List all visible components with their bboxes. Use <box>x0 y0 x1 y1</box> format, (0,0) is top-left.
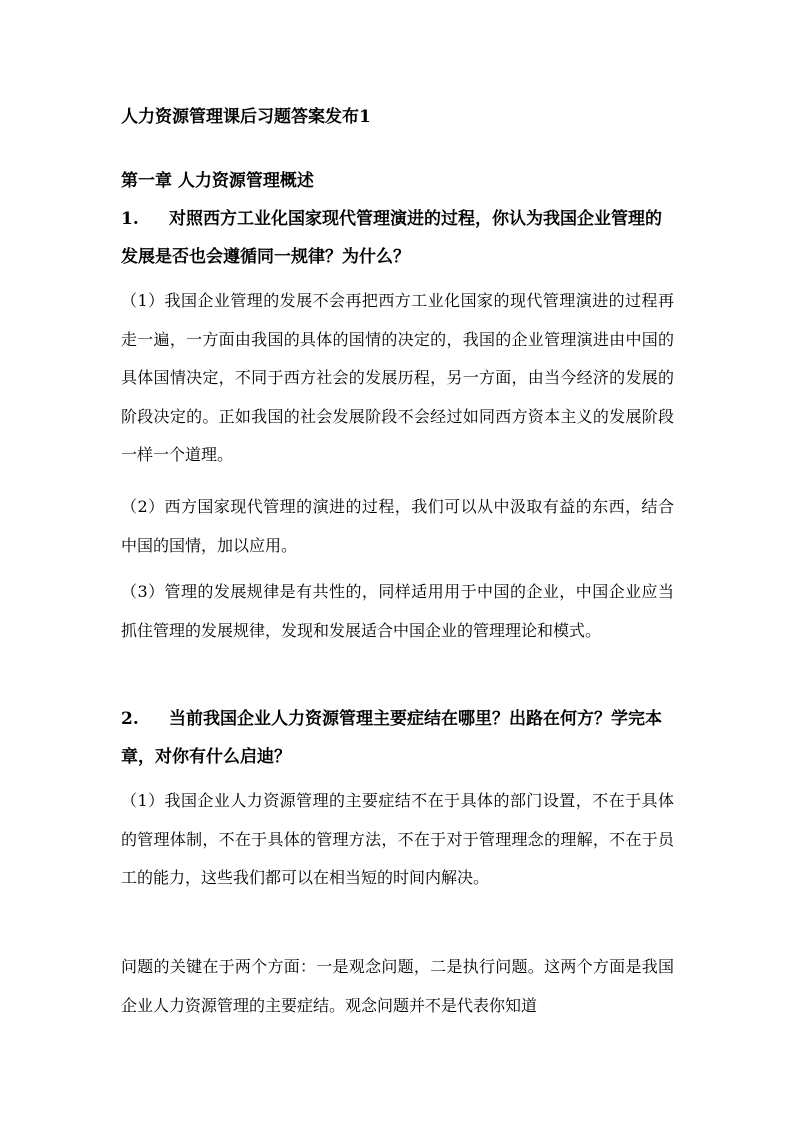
answer-paragraph-5: 问题的关键在于两个方面：一是观念问题，二是执行问题。这两个方面是我国企业人力资源管理的主要症结。观念问题并不是代表你知道 <box>121 957 674 1015</box>
answer-paragraph-1: （1）我国企业管理的发展不会再把西方工业化国家的现代管理演进的过程再走一遍，一方面由我国的具体的国情的决定的，我国的企业管理演进由中国的具体国情决定，不同于西方社会的发展历程，另一方面，由当今经济的发展的阶段决定的。正如我国的社会发展阶段不会经过如同西方资本主义的发展阶段一样一个道理。 <box>121 291 674 464</box>
question-text: 当前我国企业人力资源管理主要症结在哪里？出路在何方？学完本章，对你有什么启迪？ <box>121 709 662 767</box>
question-text: 对照西方工业化国家现代管理演进的过程，你认为我国企业管理的发展是否也会遵循同一规律？为什么？ <box>121 209 662 267</box>
question-1 <box>121 200 674 276</box>
document-title: 人力资源管理课后习题答案发布1 <box>121 107 371 127</box>
answer-paragraph-3: （3）管理的发展规律是有共性的，同样适用用于中国的企业，中国企业应当抓住管理的发展规律，发现和发展适合中国企业的管理理论和模式。 <box>121 582 674 640</box>
answer-paragraph-4: （1）我国企业人力资源管理的主要症结不在于具体的部门设置，不在于具体的管理体制，不在于具体的管理方法，不在于对于管理理念的理解，不在于员工的能力，这些我们都可以在相当短的时间内解决。 <box>121 791 674 887</box>
question-2 <box>121 700 674 776</box>
question-number: 1. <box>121 209 139 229</box>
question-number: 2. <box>121 709 139 729</box>
answer-paragraph-2: （2）西方国家现代管理的演进的过程，我们可以从中汲取有益的东西，结合中国的国情，加以应用。 <box>121 497 674 555</box>
chapter-title: 第一章 人力资源管理概述 <box>121 171 314 191</box>
